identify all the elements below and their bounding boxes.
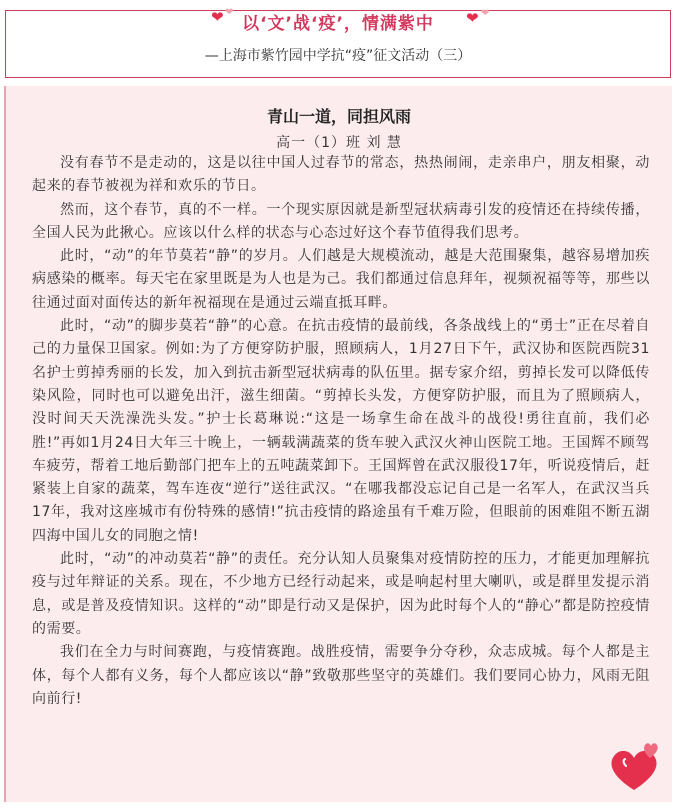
header-title: 以‘文’战‘疫’，情满紫中 xyxy=(206,14,470,34)
paragraph: 此时，“动”的脚步莫若“静”的心意。在抗击疫情的最前线，各条战线上的“勇士”正在尽着自己的力量保卫国家。例如:为了方便穿防护服，照顾病人，1月27日下午，武汉协和医院西院31名护士剪掉秀丽的长发，加入到抗击新型冠状病毒的队伍里。据专家介绍，剪掉长发可以降低传染风险，同时也可以避免出汗，滋生细菌。“剪掉长头发，方便穿防护服，而且为了照顾病人，没时间天天洗澡洗头发。”护士长葛琳说:“这是一场拿生命在战斗的战役!勇往直前，我们必胜!”再如1月24日大年三十晚上，一辆载满蔬菜的货车驶入武汉火神山医院工地。王国辉不顾驾车疲劳，帮着工地后勤部门把车上的五吨蔬菜卸下。王国辉曾在武汉服役17年，听说疫情后，赶紧装上自家的蔬菜，驾车连夜“逆行”送往武汉。“在哪我都没忘记自己是一名军人，在武汉当兵17年，我对这座城市有份特殊的感情!”抗击疫情的路途虽有千难万险，但眼前的困难阻不断五湖四海中国儿女的同胞之情! xyxy=(32,318,650,544)
header-subtitle: —上海市紫竹园中学抗“疫”征文活动（三） xyxy=(204,48,472,64)
paragraph: 我们在全力与时间赛跑，与疫情赛跑。战胜疫情，需要争分夺秒，众志成城。每个人都是主体，每个人都有义务，每个人都应该以“静”致敬那些坚守的英雄们。我们要同心协力，风雨无阻向前行! xyxy=(32,644,650,707)
hearts-icon: ❤ xyxy=(481,8,490,19)
hearts-icon xyxy=(604,736,664,796)
article-container xyxy=(4,86,672,802)
paragraph: 没有春节不是走动的，这是以往中国人过春节的常态，热热闹闹，走亲串户，朋友相聚，动起来的春节被视为祥和欢乐的节日。 xyxy=(32,155,650,195)
article-body xyxy=(32,152,650,711)
article-title: 青山一道，同担风雨 xyxy=(266,107,411,126)
hearts-icon: ❤ xyxy=(466,9,479,27)
header-title-wrap xyxy=(6,9,670,34)
hearts-icon: ❤ xyxy=(211,8,224,26)
header-box xyxy=(5,7,671,78)
paragraph: 此时，“动”的年节莫若“静”的岁月。人们越是大规模流动，越是大范围聚集，越容易增加疾病感染的概率。每天宅在家里既是为人也是为己。我们都通过信息拜年，视频祝福等等，那些以往通过面对面传达的新年祝福现在是通过云端直抵耳畔。 xyxy=(32,248,650,311)
article-author: 高一（1）班 刘 慧 xyxy=(276,135,402,151)
hearts-icon: ❤ xyxy=(225,7,234,18)
paragraph: 然而，这个春节，真的不一样。一个现实原因就是新型冠状病毒引发的疫情还在持续传播，全国人民为此揪心。应该以什么样的状态与心态过好这个春节值得我们思考。 xyxy=(32,201,650,241)
paragraph: 此时，“动”的冲动莫若“静”的责任。充分认知人员聚集对疫情防控的压力，才能更加理解抗疫与过年辩证的关系。现在，不少地方已经行动起来，或是响起村里大喇叭，或是群里发提示消息，或是普及疫情知识。这样的“动”即是行动又是保护，因为此时每个人的“静心”都是防控疫情的需要。 xyxy=(32,551,650,637)
